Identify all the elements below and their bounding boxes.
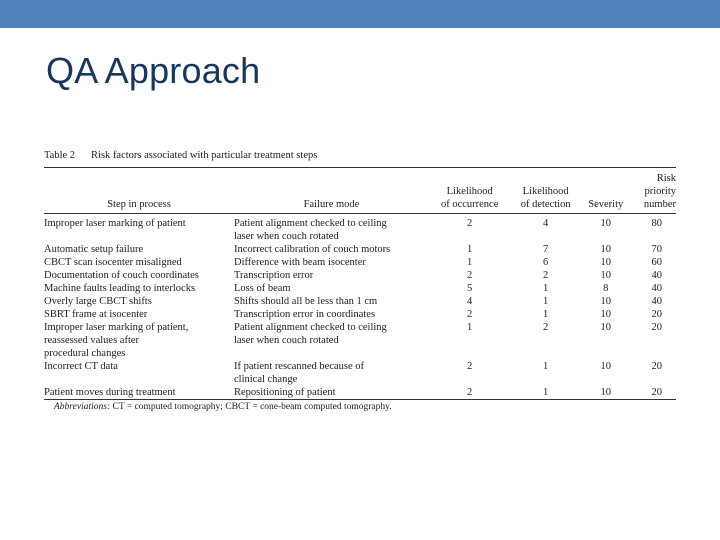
cell-occurrence: 2 <box>467 270 473 281</box>
cell-step: SBRT frame at isocenter <box>44 309 148 320</box>
risk-table-figure <box>44 150 676 412</box>
cell-failure-mode: Transcription error <box>234 270 314 281</box>
cell-failure-mode: Transcription error in coordinates <box>234 309 376 320</box>
cell-severity: 8 <box>603 283 609 294</box>
footnote-label: Abbreviations: <box>54 402 111 412</box>
table-footnote <box>44 402 676 412</box>
header-failure-mode: Failure mode <box>303 199 360 210</box>
cell-severity: 10 <box>600 361 611 372</box>
cell-occurrence: 2 <box>467 218 473 229</box>
cell-severity: 10 <box>600 309 611 320</box>
cell-detection: 6 <box>543 257 549 268</box>
cell-rpn: 40 <box>651 270 662 281</box>
cell-detection: 1 <box>543 361 549 372</box>
cell-occurrence: 1 <box>467 257 473 268</box>
table-row <box>44 256 676 269</box>
header-step: Step in process <box>107 199 171 210</box>
cell-detection: 2 <box>543 270 549 281</box>
table-caption-label: Table 2 <box>44 150 76 161</box>
top-accent-bar <box>0 0 720 28</box>
cell-failure-mode: Loss of beam <box>234 283 291 294</box>
table-bottom-rule <box>44 399 676 400</box>
cell-severity: 10 <box>600 387 611 398</box>
table-row <box>44 295 676 308</box>
slide-title: QA Approach <box>46 50 261 91</box>
cell-failure-mode: Patient alignment checked to ceiling laser when couch rotated <box>234 218 387 242</box>
table-caption <box>44 150 676 161</box>
cell-severity: 10 <box>600 218 611 229</box>
cell-detection: 1 <box>543 309 549 320</box>
cell-detection: 1 <box>543 296 549 307</box>
table-row <box>44 282 676 295</box>
cell-step: Incorrect CT data <box>44 361 118 372</box>
table-row <box>44 308 676 321</box>
table-row <box>44 321 676 360</box>
cell-detection: 1 <box>543 387 549 398</box>
table-row <box>44 269 676 282</box>
table-row <box>44 360 676 386</box>
risk-table <box>44 168 676 399</box>
cell-rpn: 40 <box>651 296 662 307</box>
table-row <box>44 386 676 399</box>
cell-rpn: 20 <box>651 322 662 333</box>
cell-failure-mode: Incorrect calibration of couch motors <box>234 244 391 255</box>
cell-step: CBCT scan isocenter misaligned <box>44 257 182 268</box>
cell-rpn: 70 <box>651 244 662 255</box>
footnote-text: CT = computed tomography; CBCT = cone-beam computed tomography. <box>112 402 392 412</box>
cell-occurrence: 2 <box>467 387 473 398</box>
header-severity: Severity <box>588 199 624 210</box>
cell-failure-mode: Repositioning of patient <box>234 387 336 398</box>
cell-step: Machine faults leading to interlocks <box>44 283 196 294</box>
cell-step: Documentation of couch coordinates <box>44 270 199 281</box>
cell-step: Automatic setup failure <box>44 244 144 255</box>
header-rpn: Risk priority number <box>643 173 676 210</box>
cell-detection: 4 <box>543 218 549 229</box>
cell-occurrence: 2 <box>467 361 473 372</box>
table-header-row <box>44 168 676 214</box>
cell-detection: 7 <box>543 244 549 255</box>
cell-severity: 10 <box>600 257 611 268</box>
cell-step: Patient moves during treatment <box>44 387 176 398</box>
header-occurrence: Likelihood of occurrence <box>440 186 499 210</box>
cell-failure-mode: If patient rescanned because of clinical change <box>234 361 365 385</box>
cell-occurrence: 1 <box>467 244 473 255</box>
cell-rpn: 40 <box>651 283 662 294</box>
cell-failure-mode: Shifts should all be less than 1 cm <box>234 296 378 307</box>
table-row <box>44 243 676 256</box>
header-detection: Likelihood of detection <box>520 186 571 210</box>
cell-step: Improper laser marking of patient <box>44 218 186 229</box>
table-row <box>44 214 676 244</box>
cell-occurrence: 2 <box>467 309 473 320</box>
cell-severity: 10 <box>600 270 611 281</box>
cell-severity: 10 <box>600 296 611 307</box>
cell-rpn: 80 <box>651 218 662 229</box>
table-caption-text: Risk factors associated with particular treatment steps <box>91 150 318 161</box>
cell-detection: 2 <box>543 322 549 333</box>
cell-rpn: 20 <box>651 387 662 398</box>
cell-rpn: 20 <box>651 309 662 320</box>
cell-detection: 1 <box>543 283 549 294</box>
cell-rpn: 60 <box>651 257 662 268</box>
cell-severity: 10 <box>600 244 611 255</box>
cell-occurrence: 5 <box>467 283 473 294</box>
cell-occurrence: 1 <box>467 322 473 333</box>
cell-step: Overly large CBCT shifts <box>44 296 152 307</box>
cell-failure-mode: Patient alignment checked to ceiling laser when couch rotated <box>234 322 387 346</box>
cell-rpn: 20 <box>651 361 662 372</box>
cell-failure-mode: Difference with beam isocenter <box>234 257 366 268</box>
cell-occurrence: 4 <box>467 296 473 307</box>
cell-step: Improper laser marking of patient, reassessed values after procedural changes <box>44 322 189 359</box>
cell-severity: 10 <box>600 322 611 333</box>
